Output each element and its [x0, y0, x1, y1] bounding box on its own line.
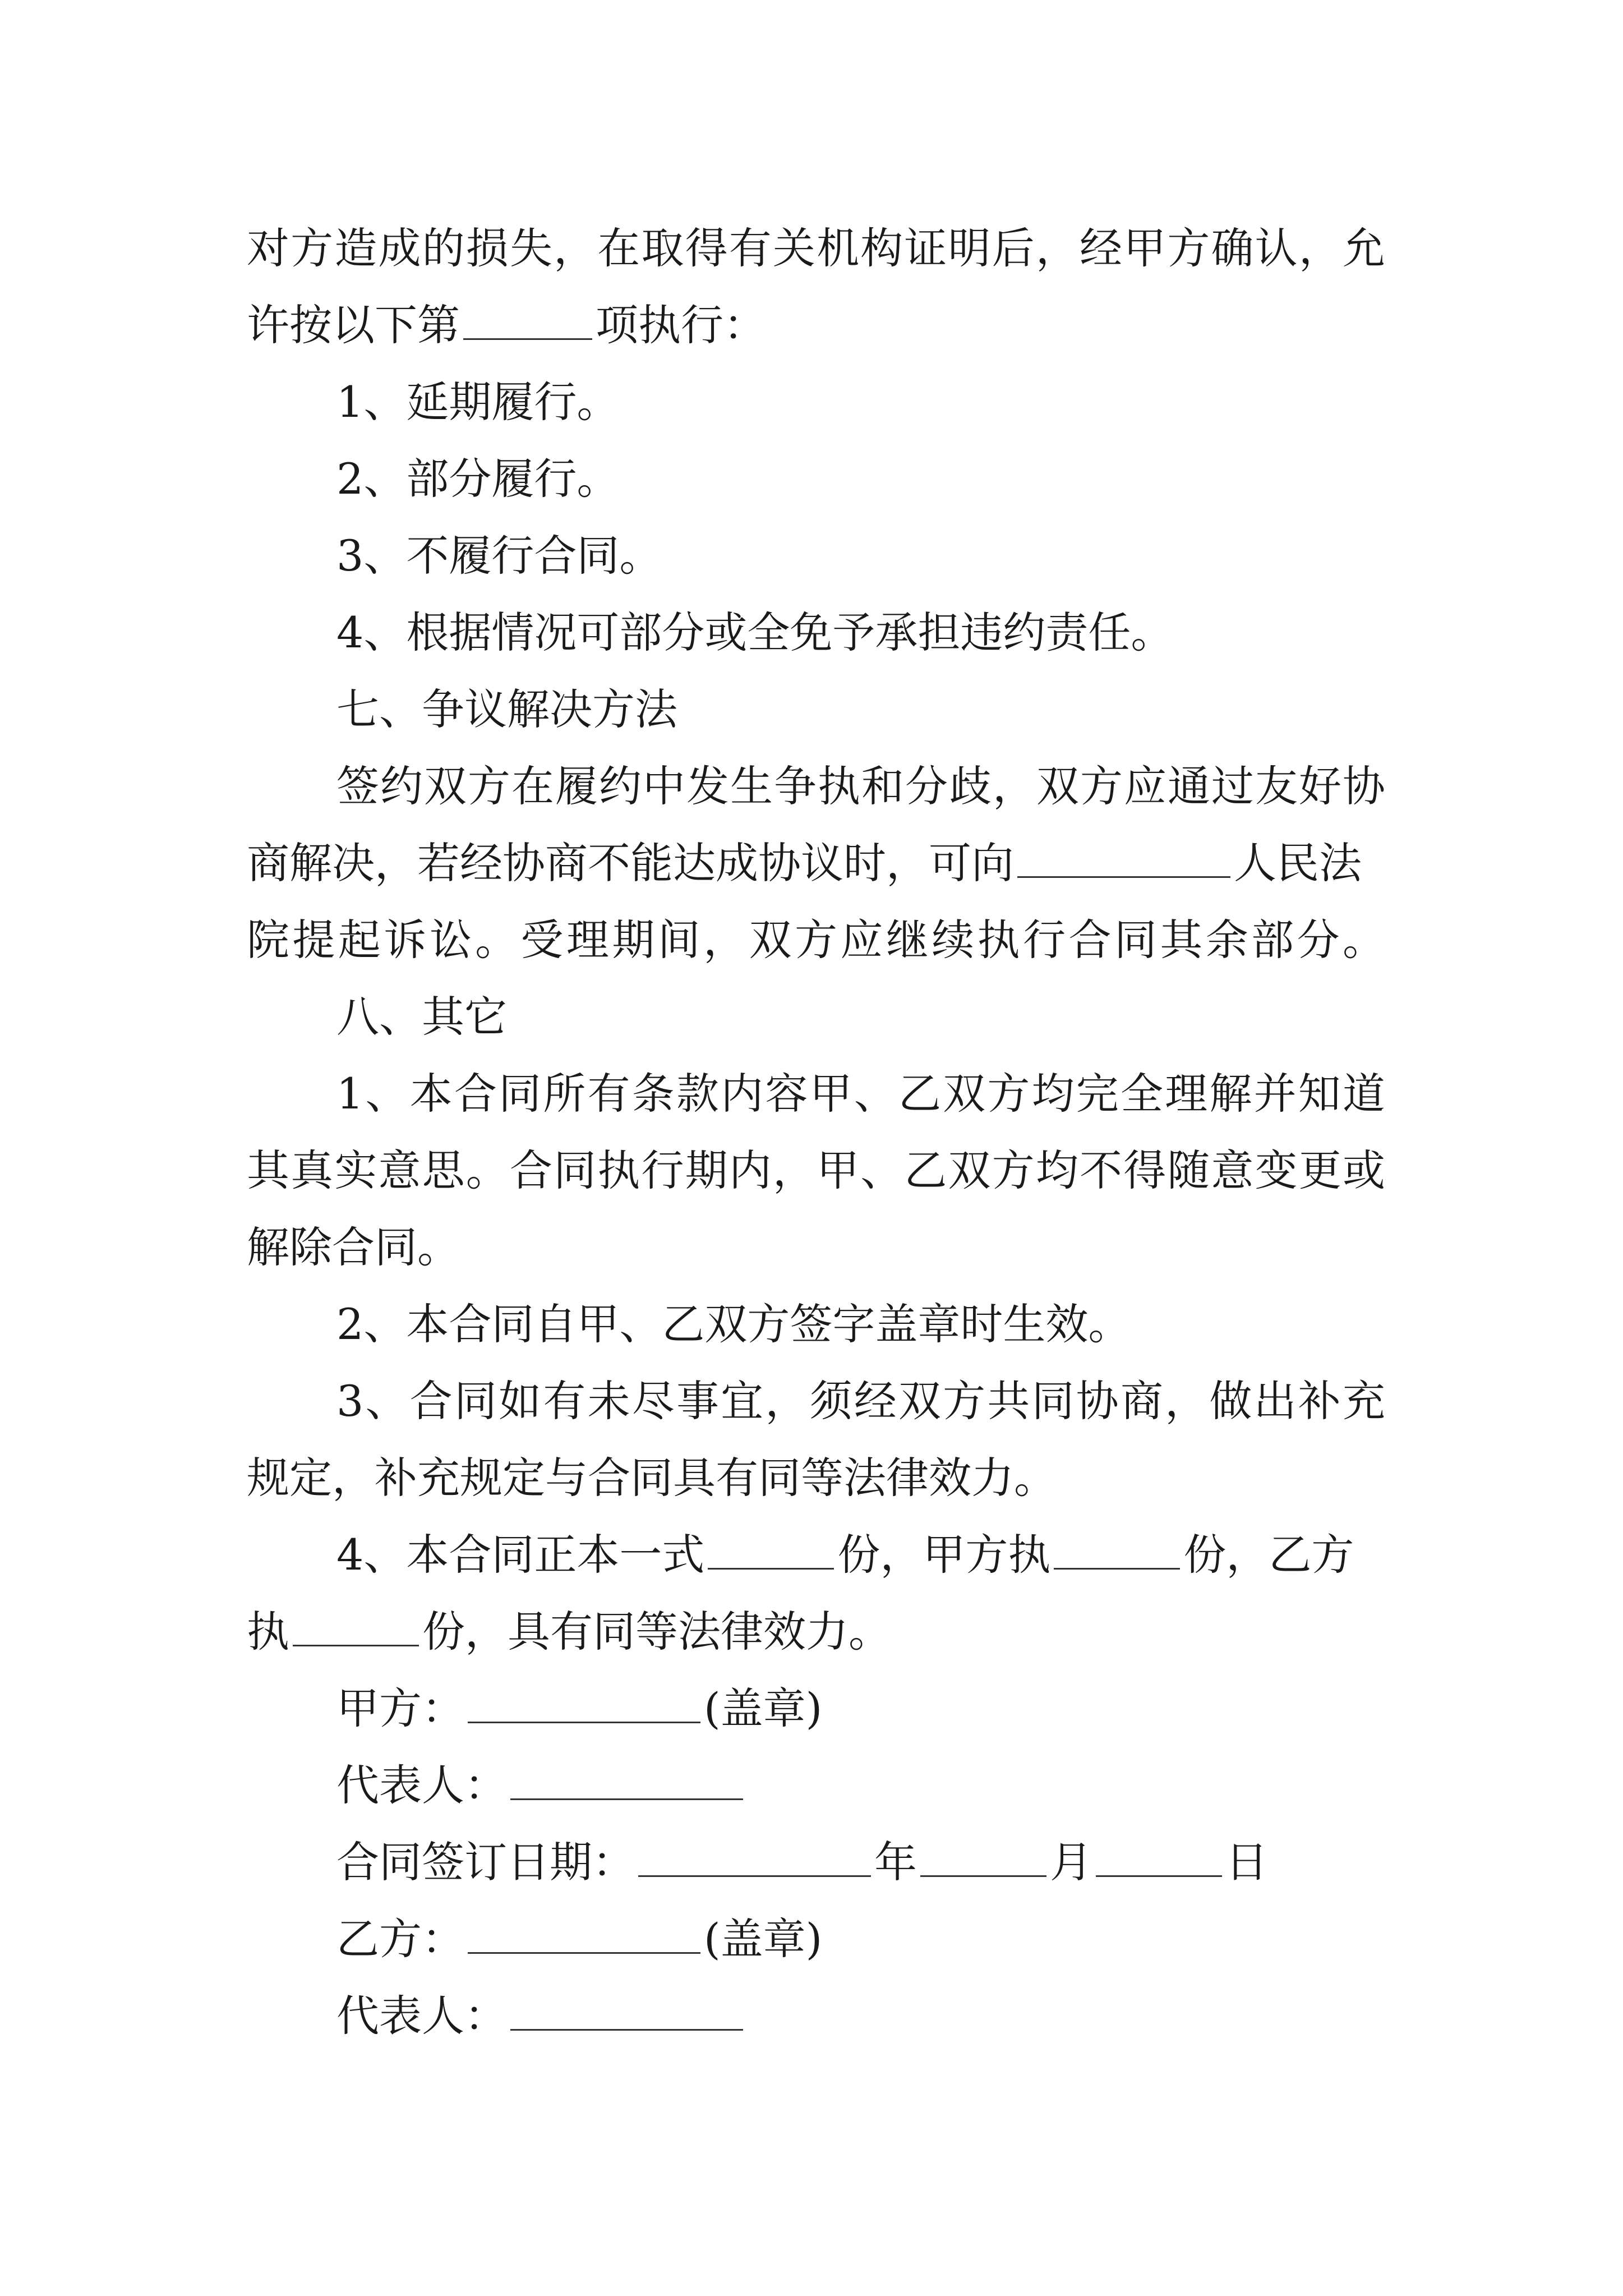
fill-blank-party-a — [468, 1682, 700, 1723]
day-label: 日 — [1225, 1837, 1268, 1887]
text-line-17: 规定，补充规定与合同具有同等法律效力。 — [247, 1453, 1057, 1503]
text-segment: 份，具有同等法律效力。 — [422, 1607, 891, 1657]
month-label: 月 — [1050, 1837, 1092, 1887]
text-line-2 — [247, 298, 766, 352]
text-segment: 份，乙方 — [1183, 1530, 1354, 1580]
text-segment: 执 — [247, 1607, 289, 1657]
fill-blank-year — [638, 1836, 871, 1877]
text-line-16: 3、合同如有未尽事宜，须经双方共同协商，做出补充 — [336, 1376, 1385, 1426]
year-label: 年 — [874, 1837, 917, 1887]
text-line-10: 院提起诉讼。受理期间，双方应继续执行合同其余部分。 — [247, 915, 1385, 965]
text-line-1: 对方造成的损失，在取得有关机构证明后，经甲方确认，允 — [247, 223, 1385, 273]
fill-blank-copies-party-a — [1054, 1529, 1180, 1570]
list-item-1: 1、延期履行。 — [336, 377, 620, 427]
text-line-18 — [336, 1528, 1354, 1582]
text-segment: 商解决，若经协商不能达成协议时，可向 — [247, 838, 1014, 888]
text-line-15: 2、本合同自甲、乙双方签字盖章时生效。 — [336, 1299, 1131, 1349]
text-line-9 — [247, 836, 1362, 890]
text-segment: 4、本合同正本一式 — [336, 1530, 705, 1580]
fill-blank-representative-b — [510, 1990, 743, 2031]
text-line-8: 签约双方在履约中发生争执和分歧，双方应通过友好协 — [336, 761, 1385, 811]
seal-note: (盖章) — [704, 1683, 823, 1733]
list-item-4: 4、根据情况可部分或全免予承担违约责任。 — [336, 608, 1174, 657]
fill-blank-copies-party-b — [293, 1605, 419, 1646]
seal-note: (盖章) — [704, 1914, 823, 1964]
fill-blank-copies-total — [708, 1529, 834, 1570]
list-item-3: 3、不履行合同。 — [336, 531, 662, 581]
party-b-representative-line — [336, 1989, 746, 2043]
fill-blank-representative-a — [510, 1759, 743, 1800]
party-a-label: 甲方： — [336, 1683, 464, 1733]
text-segment: 人民法 — [1234, 838, 1362, 888]
text-segment: 项执行： — [596, 300, 766, 350]
text-line-13: 其真实意思。合同执行期内，甲、乙双方均不得随意变更或 — [247, 1145, 1385, 1195]
text-segment: 许按以下第 — [247, 300, 460, 350]
text-line-19 — [247, 1605, 891, 1659]
text-segment: 份，甲方执 — [837, 1530, 1051, 1580]
fill-blank-party-b — [468, 1913, 700, 1954]
party-a-line — [336, 1682, 822, 1736]
fill-blank — [463, 299, 592, 340]
fill-blank-month — [920, 1836, 1046, 1877]
party-a-representative-line — [336, 1759, 746, 1812]
signing-date-line — [336, 1835, 1268, 1889]
representative-label: 代表人： — [336, 1760, 507, 1810]
section-heading-7: 七、争议解决方法 — [336, 684, 677, 734]
fill-blank-court — [1017, 837, 1230, 878]
party-b-label: 乙方： — [336, 1914, 464, 1964]
text-line-12: 1、本合同所有条款内容甲、乙双方均完全理解并知道 — [336, 1069, 1385, 1119]
signing-date-label: 合同签订日期： — [336, 1837, 635, 1887]
section-heading-8: 八、其它 — [336, 992, 507, 1042]
list-item-2: 2、部分履行。 — [336, 454, 620, 504]
fill-blank-day — [1096, 1836, 1222, 1877]
text-line-14: 解除合同。 — [247, 1222, 460, 1272]
party-b-line — [336, 1912, 822, 1966]
representative-label: 代表人： — [336, 1991, 507, 2041]
